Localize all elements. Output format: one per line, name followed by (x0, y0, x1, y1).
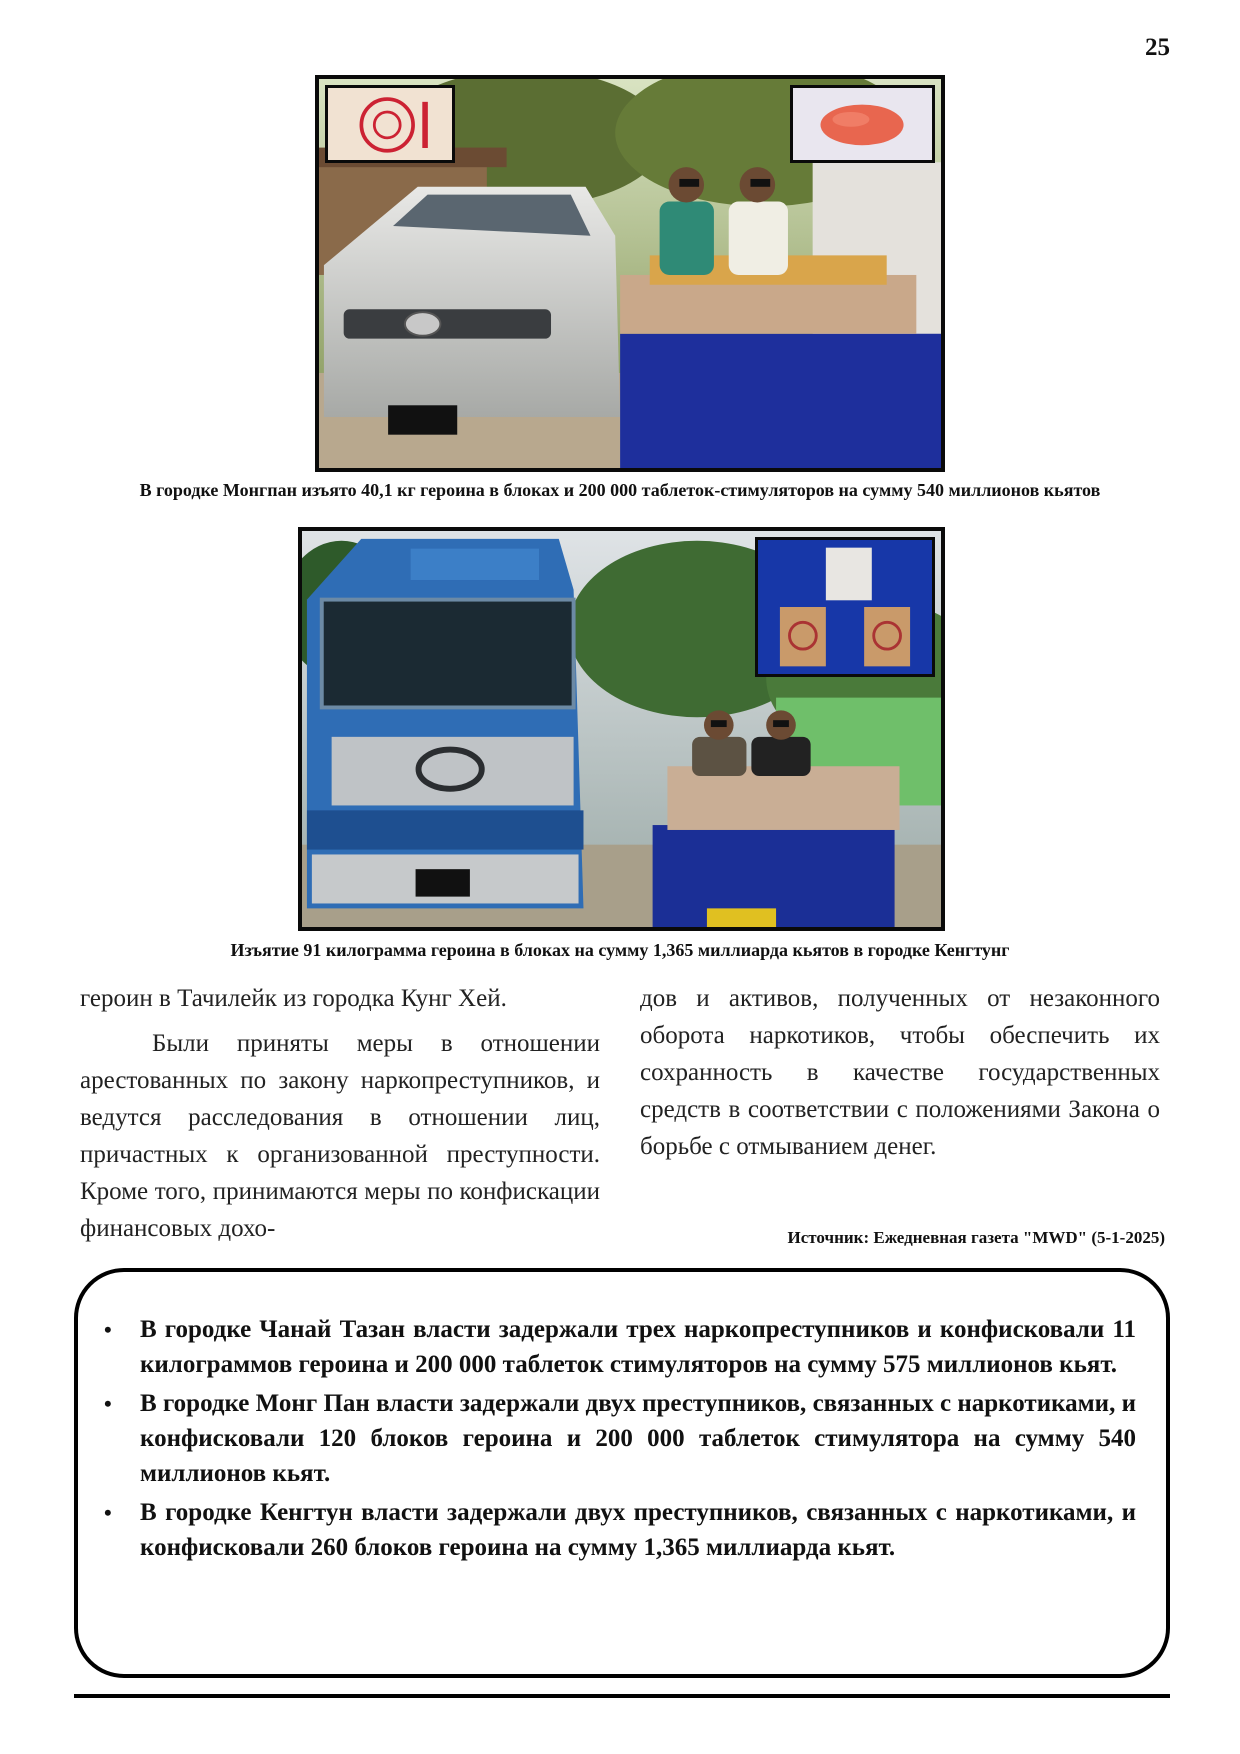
article-column-right (640, 980, 1160, 1165)
red-seal-icon (328, 88, 452, 160)
list-item: • В городке Кенгтун власти задержали двух преступников, связанных с наркотиками, и конфисковали 260 блоков героина на сумму 1,365 миллиарда кьят. (140, 1495, 1136, 1565)
pink-tablets-icon (793, 88, 932, 160)
bullet-icon: • (104, 1500, 112, 1525)
paragraph: Были приняты меры в отношении арестованных по закону наркопреступников, и ведутся расследования в отношении лиц, причастных к организованной преступности. Кроме того, принимаются меры по конфискации финансовых дохо- (80, 1030, 600, 1242)
bullet-icon: • (104, 1317, 112, 1342)
seizure-photo-mongpan (315, 75, 945, 472)
photo2-caption: Изъятие 91 килограмма героина в блоках на сумму 1,365 миллиарда кьятов в городке Кенгтунг (230, 940, 1010, 960)
page-number: 25 (1145, 34, 1170, 61)
list-item: • В городке Чанай Тазан власти задержали трех наркопреступников и конфисковали 11 килограммов героина и 200 000 таблеток стимуляторов на сумму 575 миллионов кьят. (140, 1312, 1136, 1382)
paragraph: дов и активов, полученных от незаконного оборота наркотиков, чтобы обеспечить их сохранность в качестве государственных средств в соответствии с положениями Закона о борьбе с отмыванием денег. (640, 985, 1160, 1160)
article-column-left (80, 980, 600, 1247)
bottom-rule (74, 1694, 1170, 1698)
inset-heroin-wrapper (325, 85, 455, 163)
bullet-icon: • (104, 1391, 112, 1416)
photo1-caption: В городке Монгпан изъято 40,1 кг героина в блоках и 200 000 таблеток-стимуляторов на сумму 540 миллионов кьятов (139, 480, 1101, 500)
source-credit: Источник: Ежедневная газета "MWD" (5-1-2025) (787, 1228, 1165, 1247)
inset-stimulant-tablets (790, 85, 935, 163)
seizure-photo-kengtung (298, 527, 945, 931)
inset-heroin-blocks (755, 537, 935, 677)
summary-box (74, 1268, 1170, 1678)
heroin-blocks-icon (758, 540, 932, 674)
paragraph: героин в Тачилейк из городка Кунг Хей. (80, 985, 507, 1012)
list-item: • В городке Монг Пан власти задержали двух преступников, связанных с наркотиками, и конфисковали 120 блоков героина и 200 000 таблеток стимулятора на сумму 540 миллионов кьят. (140, 1386, 1136, 1491)
